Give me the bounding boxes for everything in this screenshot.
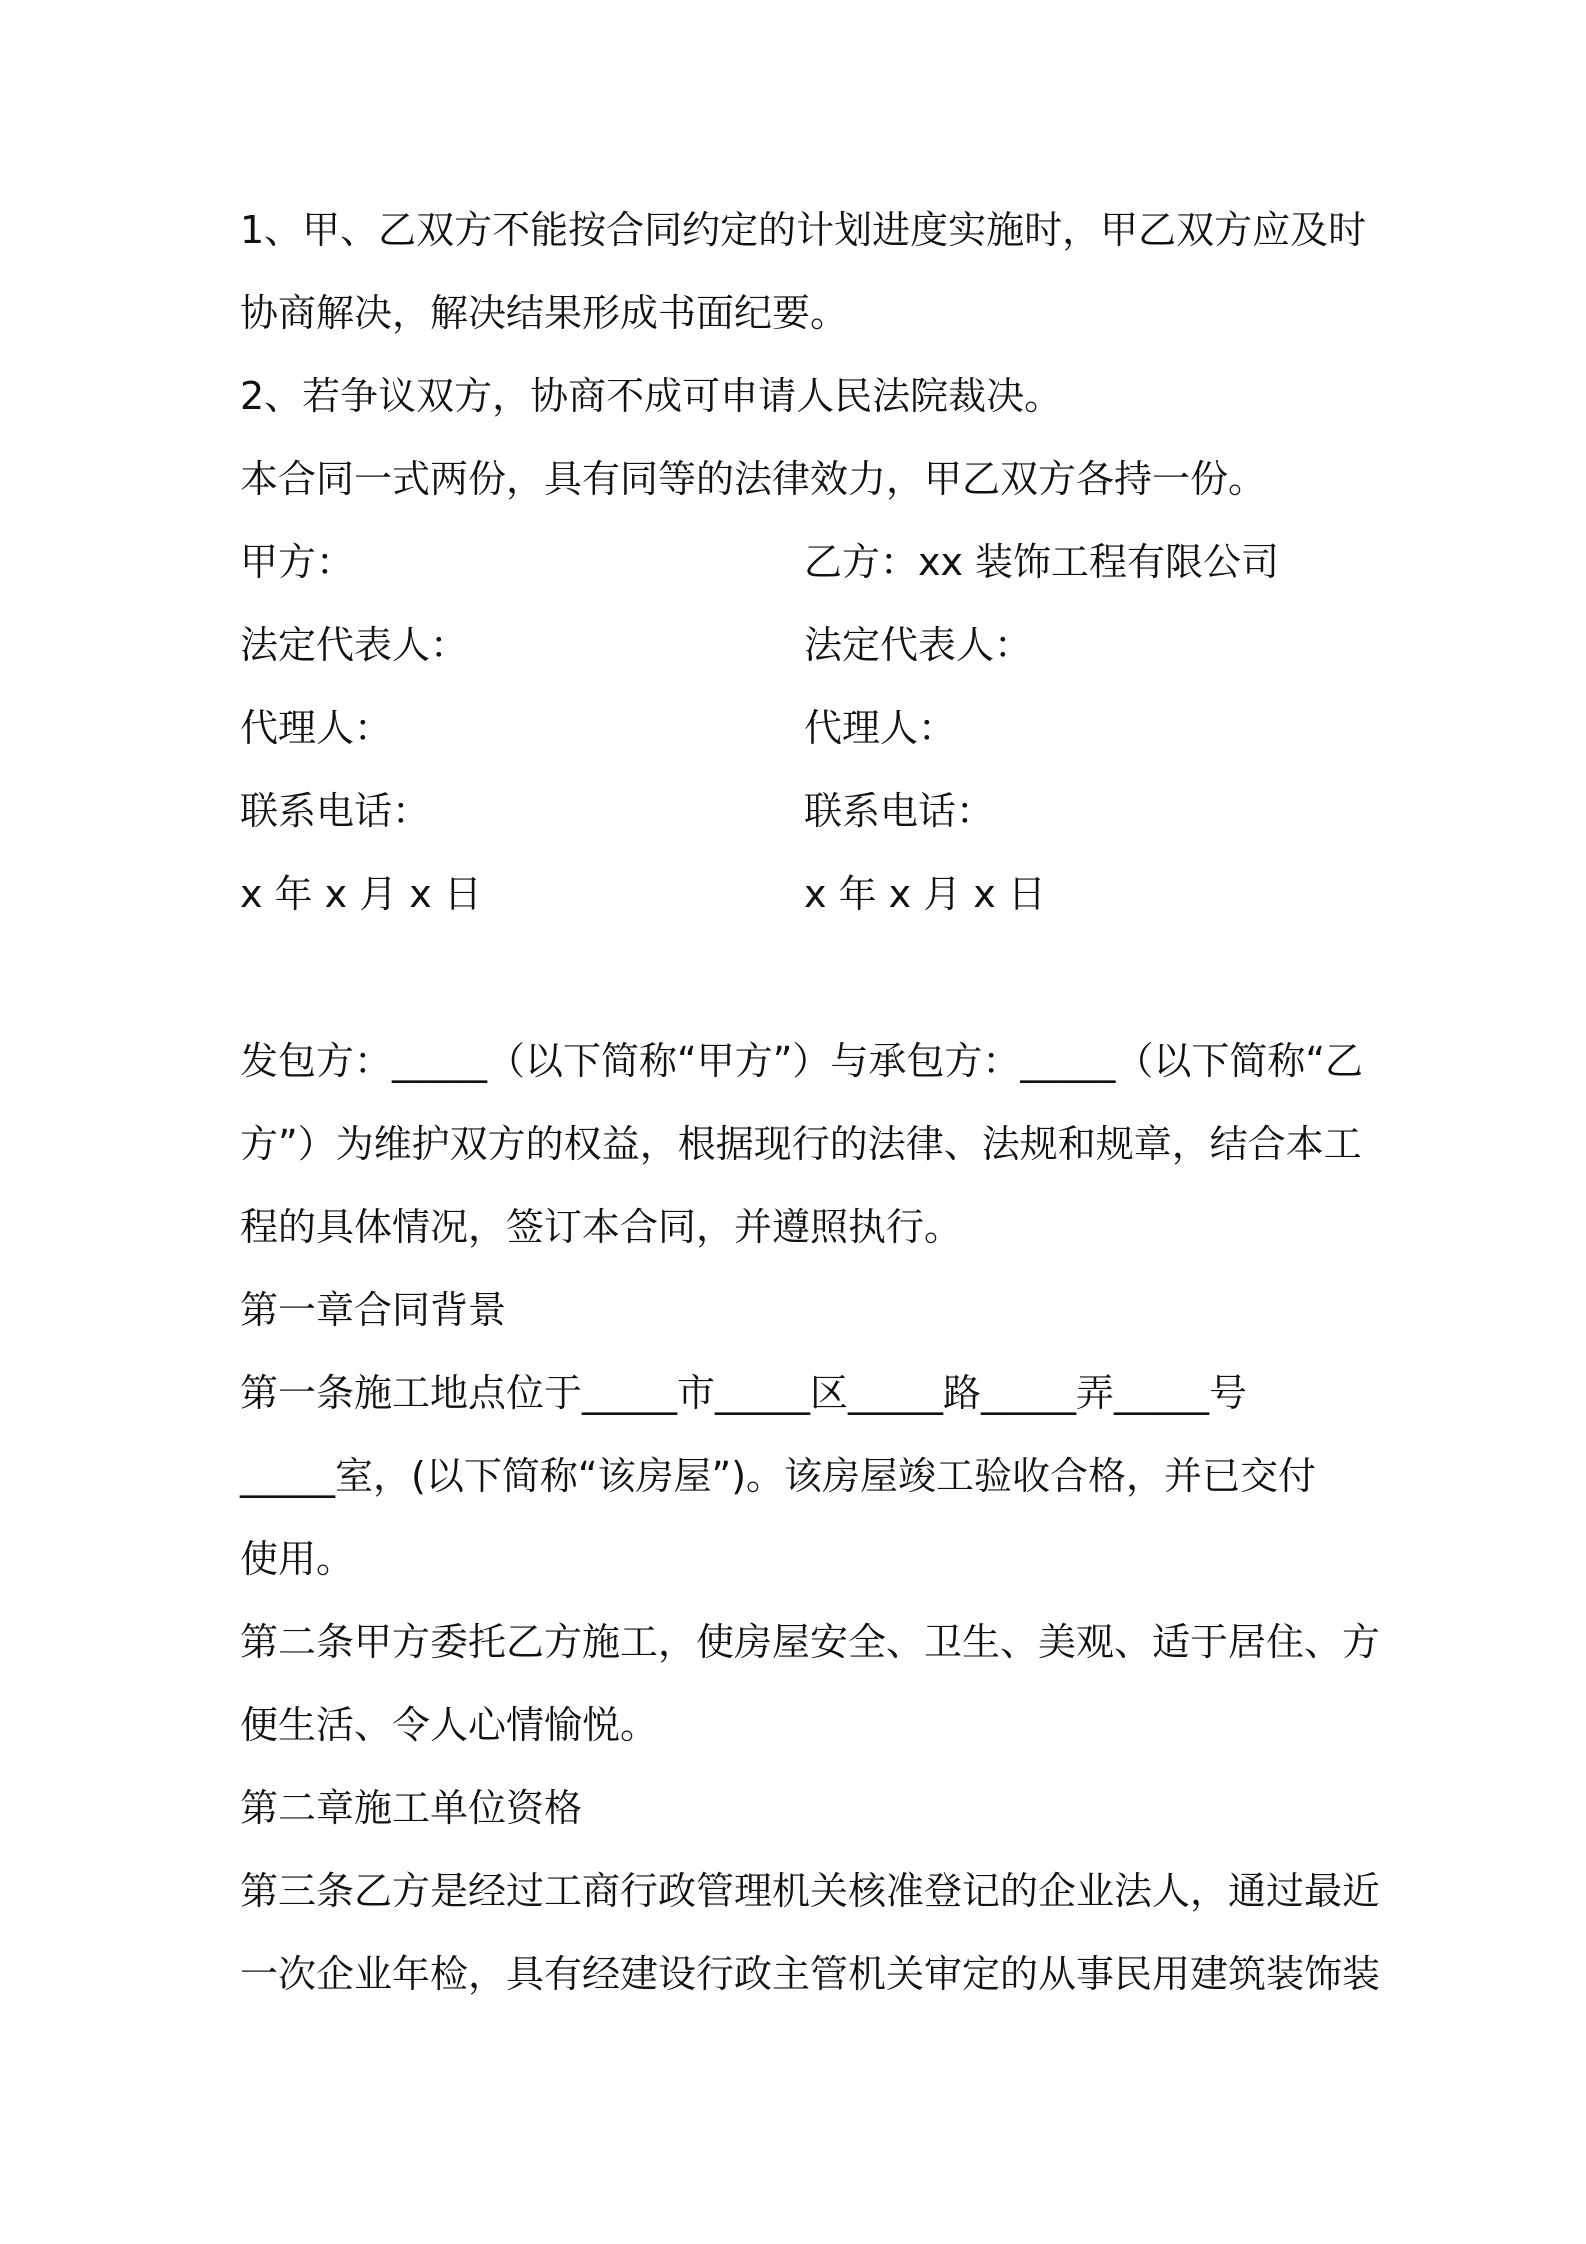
section-spacer bbox=[240, 947, 1360, 1031]
paragraph-line: 2、若争议双方，协商不成可申请人民法院裁决。 bbox=[240, 374, 1063, 418]
document-content bbox=[240, 200, 1381, 2027]
paragraph-line: 1、甲、乙双方不能按合同约定的计划进度实施时，甲乙双方应及时 bbox=[240, 208, 1367, 252]
paragraph-line: 第一条施工地点位于_____市_____区_____路_____弄_____号 bbox=[240, 1371, 1248, 1415]
party-a-field: 联系电话： bbox=[240, 789, 431, 833]
party-b-field: 法定代表人： bbox=[804, 623, 1033, 667]
party-b-date: x 年 x 月 x 日 bbox=[804, 872, 1046, 916]
signature-row bbox=[240, 781, 1360, 864]
paragraph-line: 本合同一式两份，具有同等的法律效力，甲乙双方各持一份。 bbox=[240, 457, 1267, 501]
party-b-field: 代理人： bbox=[804, 706, 957, 750]
paragraph-line: 使用。 bbox=[240, 1537, 355, 1581]
signature-row bbox=[240, 698, 1360, 781]
paragraph-line: 发包方：_____（以下简称“甲方”）与承包方：_____（以下简称“乙 bbox=[240, 1039, 1364, 1083]
party-a-field: 甲方： bbox=[240, 540, 355, 584]
paragraph-line: _____室，(以下简称“该房屋”)。该房屋竣工验收合格，并已交付 bbox=[240, 1454, 1317, 1498]
party-b-field: 乙方：xx 装饰工程有限公司 bbox=[804, 540, 1280, 584]
signature-row bbox=[240, 532, 1360, 615]
paragraph-line: 第二条甲方委托乙方施工，使房屋安全、卫生、美观、适于居住、方 bbox=[240, 1620, 1381, 1664]
paragraph-line: 一次企业年检，具有经建设行政主管机关审定的从事民用建筑装饰装 bbox=[240, 1952, 1381, 1996]
paragraph-line: 方”）为维护双方的权益，根据现行的法律、法规和规章，结合本工 bbox=[240, 1122, 1362, 1166]
paragraph-line: 程的具体情况，签订本合同，并遵照执行。 bbox=[240, 1205, 963, 1249]
party-a-date: x 年 x 月 x 日 bbox=[240, 872, 482, 916]
chapter-heading: 第一章合同背景 bbox=[240, 1288, 507, 1332]
party-a-field: 法定代表人： bbox=[240, 623, 469, 667]
signature-row bbox=[240, 615, 1360, 698]
chapter-heading: 第二章施工单位资格 bbox=[240, 1786, 583, 1830]
paragraph-line: 便生活、令人心情愉悦。 bbox=[240, 1703, 659, 1747]
paragraph-line: 协商解决，解决结果形成书面纪要。 bbox=[240, 291, 849, 335]
party-b-field: 联系电话： bbox=[804, 789, 995, 833]
party-a-field: 代理人： bbox=[240, 706, 393, 750]
signature-row bbox=[240, 864, 1360, 947]
paragraph-line: 第三条乙方是经过工商行政管理机关核准登记的企业法人，通过最近 bbox=[240, 1869, 1381, 1913]
